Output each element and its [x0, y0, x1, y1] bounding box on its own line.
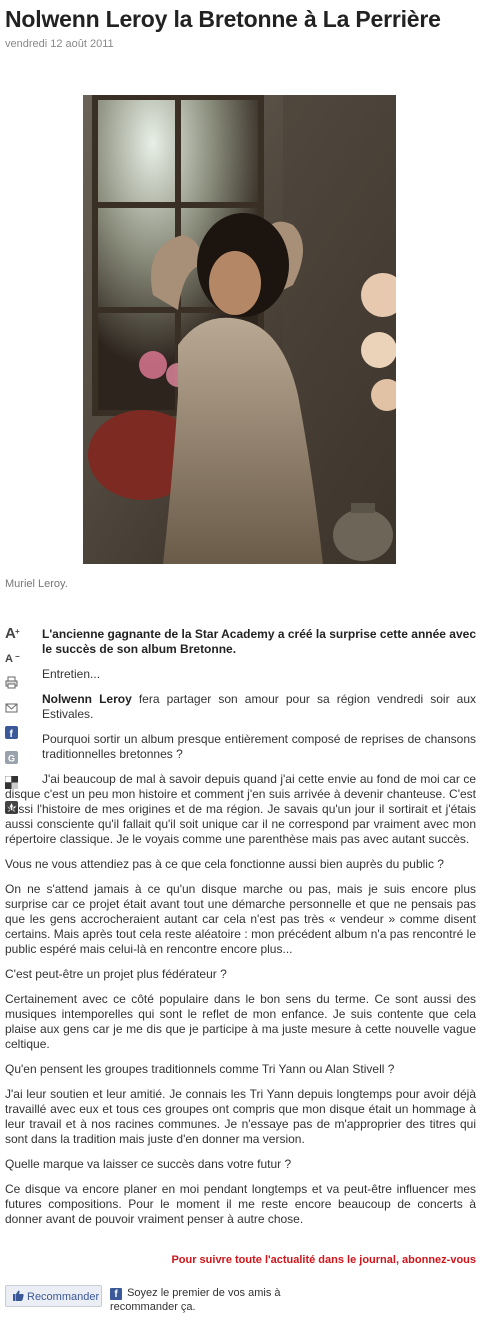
interview-question: Pourquoi sortir un album presque entièrement composé de reprises de chansons traditionnelles bretonnes ? — [42, 732, 476, 761]
interview-question: C'est peut-être un projet plus fédérateur ? — [5, 967, 227, 981]
font-increase-label: A — [5, 625, 16, 642]
font-decrease-sign: − — [15, 652, 20, 661]
interview-answer: Ce disque va encore planer en moi pendant longtemps et va peut-être influencer mes futures compositions. Pour le moment il me reste encore beaucoup de concerts à donner avant de pouvoir vraiment penser à autre chose. — [5, 1182, 476, 1226]
interview-question: Vous ne vous attendiez pas à ce que cela fonctionne aussi bien auprès du public ? — [5, 857, 444, 871]
font-decrease-label: A — [5, 653, 13, 665]
svg-text:G: G — [8, 753, 16, 764]
article-body — [5, 627, 476, 1237]
person-name: Nolwenn Leroy — [42, 692, 132, 706]
article-paragraph — [42, 692, 476, 722]
interview-answer: On ne s'attend jamais à ce qu'un disque marche ou pas, mais je suis encore plus surprise car ce projet était avant tout une démarche personnelle et que ne pensais pas que les gens accrocheraient autant car cela n'est pas très « vendeur » comme disent certains. Mais après tout cela reste aléatoire : mon précédent album n'a pas rencontré le public espéré mais celui-là en rencontre encore plus... — [5, 882, 476, 956]
photo-caption: Muriel Leroy. — [5, 578, 68, 590]
interview-answer: J'ai beaucoup de mal à savoir depuis quand j'ai cette envie au fond de moi car ce disque c'est un peu mon histoire et comment j'en suis arrivée à devenir chanteuse. C'est aussi l'histoire de mes origines et de ma région. Je savais qu'un jour il sortirait et j'étais aussi consciente qu'il fallait qu'il soit unique car il ne correspond par vraiment avec mon répertoire classique. Je le voyais comme une parenthèse mais pas avec autant succès. — [5, 772, 476, 846]
svg-text:f: f — [9, 729, 13, 739]
recommend-label: Recommander — [27, 1291, 100, 1303]
thumbs-up-icon — [13, 1290, 24, 1301]
article-title: Nolwenn Leroy la Bretonne à La Perrière — [5, 6, 441, 32]
facebook-logo-icon: f — [110, 1288, 122, 1300]
facebook-social-label: Soyez le premier de vos amis à recommander ça. — [110, 1287, 281, 1313]
article-date: vendredi 12 août 2011 — [5, 38, 114, 50]
article-paragraph: Entretien... — [42, 667, 101, 681]
subscribe-link[interactable]: Pour suivre toute l'actualité dans le journal, abonnez-vous — [171, 1254, 476, 1266]
interview-question: Qu'en pensent les groupes traditionnels comme Tri Yann ou Alan Stivell ? — [5, 1062, 395, 1076]
recommend-button[interactable] — [5, 1285, 102, 1307]
article-photo[interactable] — [83, 95, 396, 564]
paragraph-text: fera partager son amour pour sa région vendredi soir aux Estivales. — [42, 692, 476, 721]
facebook-social-text — [110, 1286, 290, 1314]
interview-question: Quelle marque va laisser ce succès dans votre futur ? — [5, 1157, 292, 1171]
font-increase-sign: + — [15, 627, 20, 636]
interview-answer: J'ai leur soutien et leur amitié. Je connais les Tri Yann depuis longtemps pour avoir déjà travaillé avec eux et tous ces groupes ont compris que mon disque était un hommage à leur travail et à nos racines communes. Je n'essaye pas de m'approprier des titres qui sont dans la tradition mais juste d'en donner ma version. — [5, 1087, 476, 1146]
interview-answer: Certainement avec ce côté populaire dans le bon sens du terme. Ce sont aussi des musiques intemporelles qui sont le reflet de mon enfance. Je suis contente que cela plaise aux gens car je me dis que je participe à ma juste mesure à cette nouvelle vague celtique. — [5, 992, 476, 1051]
article-lead: L'ancienne gagnante de la Star Academy a créé la surprise cette année avec le succès de son album Bretonne. — [42, 627, 476, 656]
